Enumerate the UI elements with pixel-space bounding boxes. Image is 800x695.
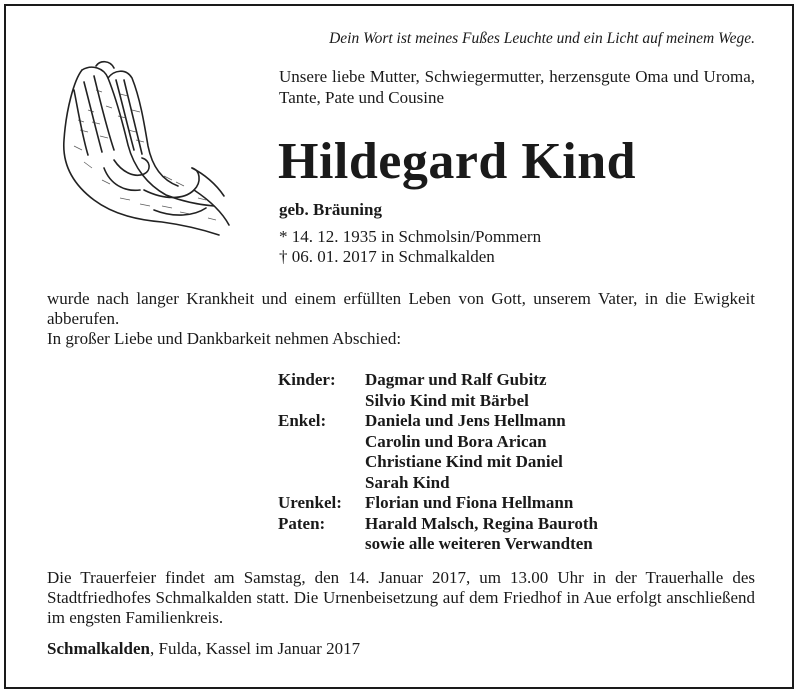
intro-text: Unsere liebe Mutter, Schwiegermutter, herzensgute Oma und Uroma, Tante, Pate und Cousine	[279, 67, 755, 107]
family-role: Urenkel:	[278, 493, 342, 512]
family-names: Carolin und Bora Arican	[365, 431, 547, 451]
family-row	[278, 432, 598, 453]
farewell-intro: In großer Liebe und Dankbarkeit nehmen Abschied:	[47, 329, 402, 348]
family-role	[278, 432, 365, 453]
closing-place: Schmalkalden	[47, 639, 150, 658]
family-role	[278, 452, 365, 473]
family-names: sowie alle weiteren Verwandten	[365, 534, 593, 553]
family-names: Daniela und Jens Hellmann	[365, 411, 566, 430]
family-role	[278, 534, 365, 555]
funeral-notice: Die Trauerfeier findet am Samstag, den 14. Januar 2017, um 13.00 Uhr in der Trauerhalle des Stadtfriedhofes Schmalkalden statt. Die Urnenbeisetzung auf dem Friedhof in Aue erfolgt anschließend im engsten Familienkreis.	[47, 568, 755, 627]
family-names: Silvio Kind mit Bärbel	[365, 390, 529, 410]
family-names: Dagmar und Ralf Gubitz	[365, 370, 547, 389]
family-names: Sarah Kind	[365, 472, 450, 492]
family-row	[278, 514, 598, 535]
announcement-text: wurde nach langer Krankheit und einem erfüllten Leben von Gott, unserem Vater, in die Ewigkeit abberufen.	[47, 289, 755, 328]
family-role: Enkel:	[278, 411, 327, 430]
family-names: Christiane Kind mit Daniel	[365, 452, 563, 471]
family-role	[278, 391, 365, 412]
family-names: Harald Malsch, Regina Bauroth	[365, 513, 598, 533]
family-list	[278, 370, 598, 555]
family-row	[278, 493, 598, 514]
family-role	[278, 473, 365, 494]
praying-hands-icon	[44, 50, 244, 240]
closing-rest: , Fulda, Kassel im Januar 2017	[149, 639, 361, 658]
family-row	[278, 391, 598, 412]
family-role: Kinder:	[278, 370, 336, 389]
deceased-name: Hildegard Kind	[278, 133, 637, 190]
death-date: † 06. 01. 2017 in Schmalkalden	[279, 247, 495, 266]
family-row	[278, 452, 598, 473]
family-names: Florian und Fiona Hellmann	[365, 493, 574, 512]
family-row	[278, 411, 598, 432]
maiden-name: geb. Bräuning	[279, 200, 382, 219]
closing-line	[47, 639, 360, 659]
family-row	[278, 534, 598, 555]
family-row	[278, 370, 598, 391]
family-role: Paten:	[278, 513, 326, 533]
family-row	[278, 473, 598, 494]
birth-date: * 14. 12. 1935 in Schmolsin/Pommern	[279, 227, 542, 246]
bible-verse: Dein Wort ist meines Fußes Leuchte und ein Licht auf meinem Wege.	[329, 30, 755, 47]
